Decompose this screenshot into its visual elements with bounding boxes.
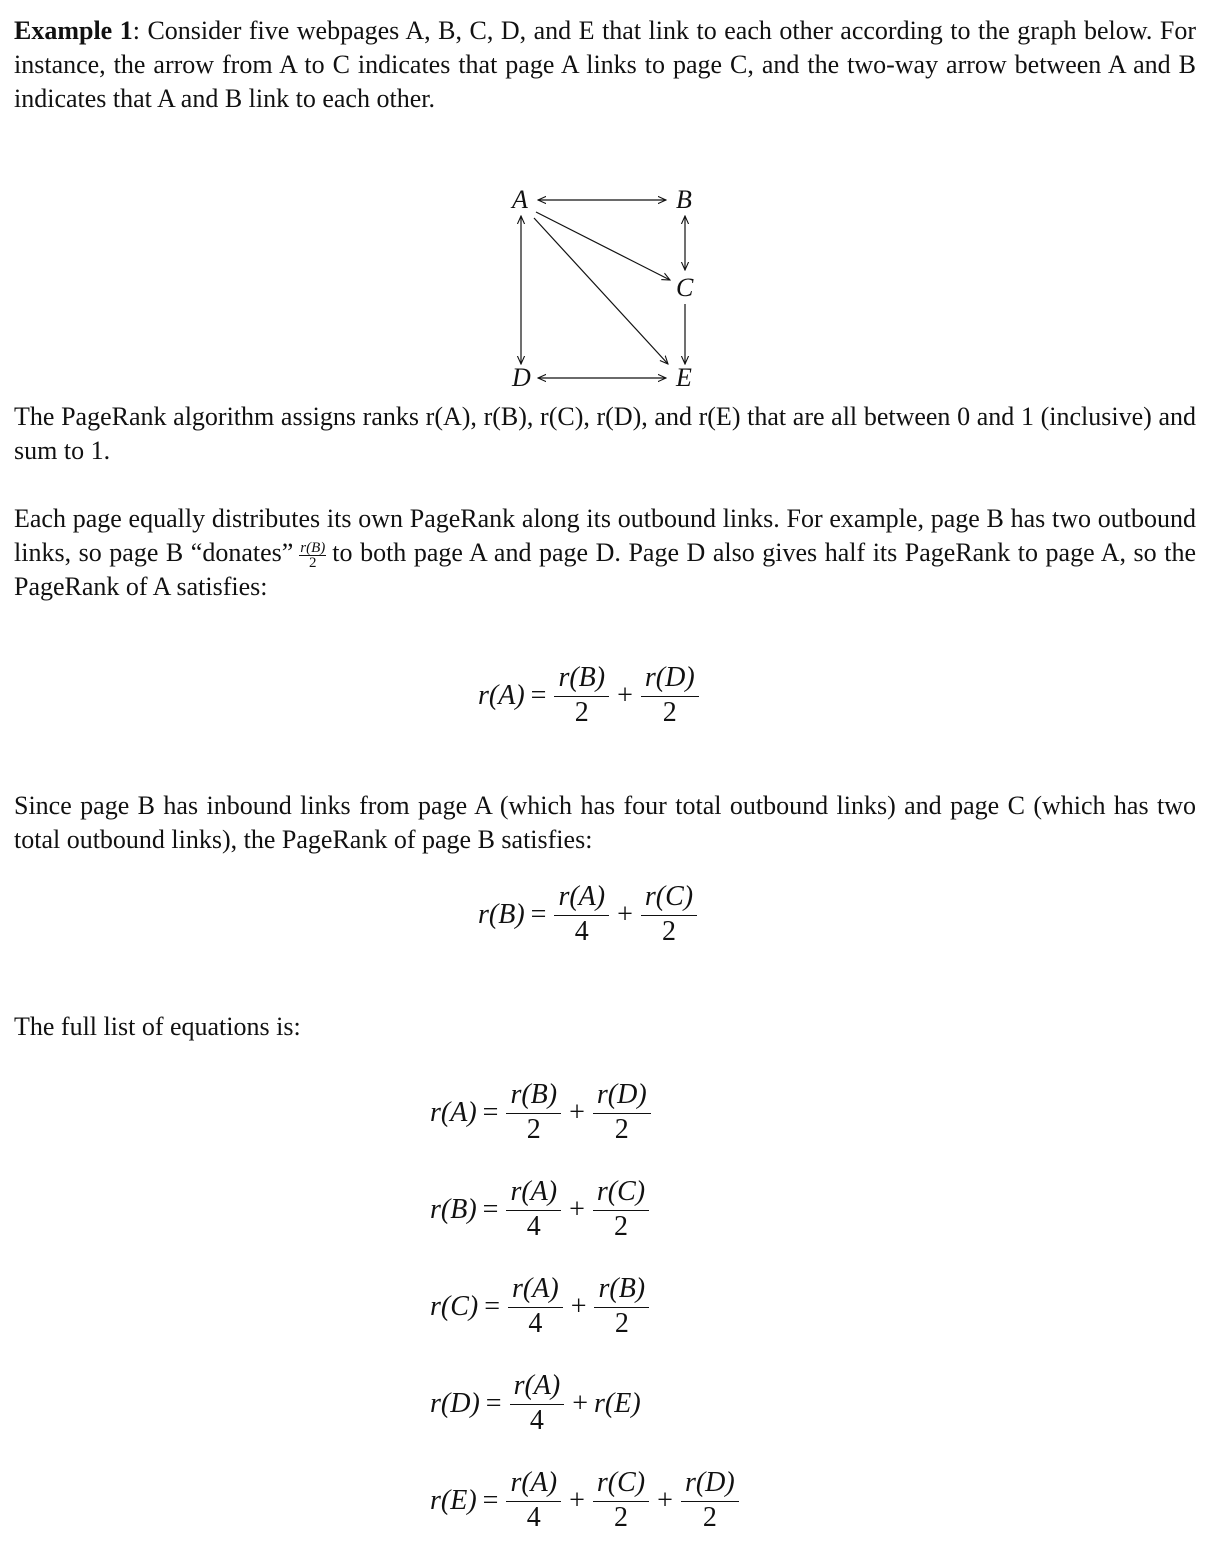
- intro-text: : Consider five webpages A, B, C, D, and E that link to each other according to the graph below. For instance, the arrow from A to C indicates that page A links to page C, and the two-way arrow between A and B indicates that A and B link to each other.: [14, 16, 1196, 113]
- fraction: [554, 662, 609, 729]
- pagerank-paragraph: The PageRank algorithm assigns ranks r(A), r(B), r(C), r(D), and r(E) that are all between 0 and 1 (inclusive) and sum to 1.: [14, 402, 1196, 465]
- equation-ra-example: [478, 662, 701, 729]
- equation-ra: [430, 1079, 653, 1146]
- fraction-denominator: 4: [526, 1502, 541, 1533]
- fraction-numerator: r(A): [510, 1370, 565, 1405]
- equals-sign: =: [482, 1484, 499, 1516]
- fraction-numerator: r(C): [593, 1176, 649, 1211]
- fraction-denominator: 2: [614, 1502, 629, 1533]
- plus-sign: +: [569, 1484, 585, 1516]
- full-list-paragraph: The full list of equations is:: [14, 1012, 301, 1041]
- plus-sign: +: [570, 1290, 587, 1322]
- equation-lhs: r(B): [430, 1193, 477, 1225]
- equals-sign: =: [530, 679, 547, 711]
- fraction-denominator: 2: [574, 697, 589, 728]
- fraction-denominator: 4: [526, 1211, 541, 1242]
- node-e: E: [676, 363, 692, 392]
- fraction-numerator: r(A): [554, 881, 609, 916]
- node-d: D: [512, 363, 531, 392]
- fraction-numerator: r(B): [594, 1273, 649, 1308]
- equation-lhs: r(D): [430, 1387, 480, 1419]
- fraction: [593, 1079, 651, 1146]
- equals-sign: =: [530, 898, 547, 930]
- plus-sign: +: [569, 1193, 585, 1225]
- equals-sign: =: [482, 1096, 499, 1128]
- equation-rd: [430, 1370, 641, 1437]
- plus-sign: +: [572, 1387, 589, 1419]
- fraction: [510, 1370, 565, 1437]
- fraction-denominator: 2: [614, 1114, 629, 1145]
- equation-lhs: r(B): [478, 898, 525, 930]
- equation-lhs: r(A): [478, 679, 525, 711]
- plus-sign: +: [617, 679, 633, 711]
- fraction-numerator: r(B): [506, 1079, 561, 1114]
- fraction: [681, 1467, 739, 1534]
- node-a: A: [512, 185, 528, 214]
- edge-a-c: [536, 212, 670, 280]
- fraction-numerator: r(C): [593, 1467, 649, 1502]
- fraction-denominator: 2: [614, 1308, 629, 1339]
- fraction: [506, 1467, 561, 1534]
- fraction-numerator: r(A): [506, 1176, 561, 1211]
- equation-rb-example: [478, 881, 699, 948]
- distribute-text-before: Each page equally distributes its own PageRank along its outbound links. For example, page B has two outbound links, so page B “donates”: [14, 504, 1196, 567]
- distribute-text-after: to both page A and page D. Page D also gives half its PageRank to page A, so the PageRank of A satisfies:: [14, 538, 1196, 601]
- plus-sign: +: [657, 1484, 673, 1516]
- edge-a-e: [534, 218, 668, 364]
- fraction-numerator: r(D): [681, 1467, 739, 1502]
- inline-fraction-numerator: r(B): [300, 539, 326, 556]
- equation-rc: [430, 1273, 651, 1340]
- fraction: [508, 1273, 563, 1340]
- fraction: [554, 881, 609, 948]
- plus-sign: +: [617, 898, 633, 930]
- inline-fraction: [299, 541, 326, 570]
- node-c: C: [676, 273, 694, 302]
- equation-rb: [430, 1176, 651, 1243]
- inline-fraction-denominator: 2: [309, 554, 317, 571]
- equation-lhs: r(C): [430, 1290, 479, 1322]
- fraction-numerator: r(D): [641, 662, 699, 697]
- fraction-denominator: 2: [614, 1211, 629, 1242]
- fraction: [594, 1273, 649, 1340]
- equals-sign: =: [485, 1387, 502, 1419]
- plus-sign: +: [569, 1096, 585, 1128]
- fraction-denominator: 2: [526, 1114, 541, 1145]
- fraction-numerator: r(D): [593, 1079, 651, 1114]
- fraction-numerator: r(A): [506, 1467, 561, 1502]
- equation-lhs: r(A): [430, 1096, 477, 1128]
- equals-sign: =: [482, 1193, 499, 1225]
- node-b: B: [676, 185, 692, 214]
- inbound-paragraph: Since page B has inbound links from page A (which has four total outbound links) and page C (which has two total outbound links), the PageRank of page B satisfies:: [14, 791, 1196, 854]
- link-graph-diagram: [490, 178, 730, 398]
- distribute-paragraph: [14, 502, 1196, 604]
- example-label: Example 1: [14, 16, 133, 45]
- fraction: [641, 881, 697, 948]
- fraction-denominator: 4: [528, 1308, 543, 1339]
- fraction: [506, 1079, 561, 1146]
- equation-lhs: r(E): [430, 1484, 477, 1516]
- equals-sign: =: [484, 1290, 501, 1322]
- fraction: [593, 1467, 649, 1534]
- fraction: [506, 1176, 561, 1243]
- equation-re: [430, 1467, 741, 1534]
- fraction-numerator: r(B): [554, 662, 609, 697]
- fraction: [593, 1176, 649, 1243]
- fraction-numerator: r(A): [508, 1273, 563, 1308]
- fraction-denominator: 4: [529, 1405, 544, 1436]
- fraction-denominator: 2: [662, 916, 677, 947]
- fraction-numerator: r(C): [641, 881, 697, 916]
- fraction-denominator: 2: [702, 1502, 717, 1533]
- fraction-denominator: 2: [662, 697, 677, 728]
- fraction-denominator: 4: [574, 916, 589, 947]
- equation-term: r(E): [594, 1387, 641, 1419]
- fraction: [641, 662, 699, 729]
- intro-paragraph: [14, 14, 1196, 116]
